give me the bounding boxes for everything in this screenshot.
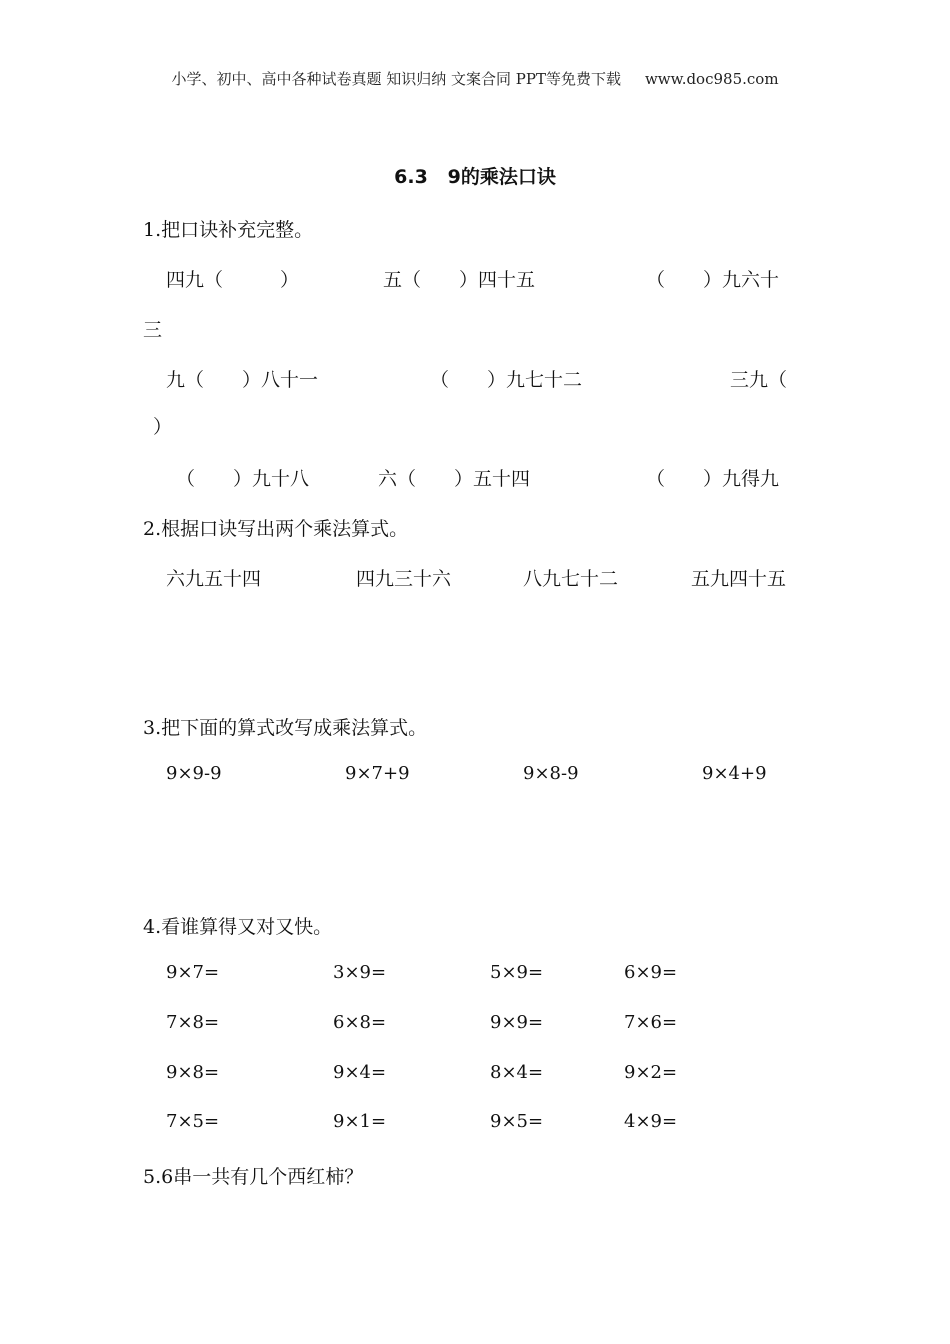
page-title: 6.3 9的乘法口诀	[394, 166, 556, 188]
q2-item: 四九三十六	[356, 568, 452, 590]
q4-cell: 7×5=	[166, 1111, 220, 1132]
q3-item: 9×9-9	[166, 763, 222, 784]
q4-cell: 8×4=	[490, 1062, 544, 1083]
q4-cell: 9×7=	[166, 962, 220, 983]
q4-cell: 6×9=	[624, 962, 678, 983]
q4-cell: 7×8=	[166, 1012, 220, 1033]
q4-cell: 4×9=	[624, 1111, 678, 1132]
header-site: www.doc985.com	[644, 70, 779, 88]
q3-item: 9×8-9	[523, 763, 579, 784]
q2-item: 五九四十五	[691, 568, 787, 590]
q1-item-wrap: ）	[153, 416, 173, 438]
q3-label: 3.把下面的算式改写成乘法算式。	[143, 717, 428, 739]
q4-cell: 9×2=	[624, 1062, 678, 1083]
q3-item: 9×4+9	[702, 763, 767, 784]
q4-cell: 7×6=	[624, 1012, 678, 1033]
q4-cell: 9×8=	[166, 1062, 220, 1083]
q1-item: 四九（ ）	[166, 269, 300, 291]
q4-cell: 3×9=	[333, 962, 387, 983]
q4-cell: 5×9=	[490, 962, 544, 983]
q4-cell: 9×4=	[333, 1062, 387, 1083]
q4-cell: 9×5=	[490, 1111, 544, 1132]
q4-cell: 6×8=	[333, 1012, 387, 1033]
q5-label: 5.6串一共有几个西红柿？	[143, 1166, 364, 1188]
q1-item: 九（ ）八十一	[166, 369, 319, 391]
q2-item: 八九七十二	[523, 568, 619, 590]
q1-item: 六（ ）五十四	[378, 468, 531, 490]
q1-item: （ ）九七十二	[430, 369, 583, 391]
q4-cell: 9×1=	[333, 1111, 387, 1132]
q1-item: （ ）九六十	[646, 269, 780, 291]
q1-label: 1.把口诀补充完整。	[143, 219, 314, 241]
q1-item: （ ）九得九	[646, 468, 780, 490]
q3-item: 9×7+9	[345, 763, 410, 784]
q1-item: 三九（	[730, 369, 788, 391]
q1-item: 五（ ）四十五	[383, 269, 536, 291]
q4-label: 4.看谁算得又对又快。	[143, 916, 333, 938]
q1-item-wrap: 三	[143, 319, 163, 341]
q1-item: （ ）九十八	[176, 468, 310, 490]
page-header	[0, 68, 950, 89]
q4-cell: 9×9=	[490, 1012, 544, 1033]
header-text: 小学、初中、高中各种试卷真题 知识归纳 文案合同 PPT等免费下载	[171, 70, 621, 88]
q2-item: 六九五十四	[166, 568, 262, 590]
q2-label: 2.根据口诀写出两个乘法算式。	[143, 518, 409, 540]
